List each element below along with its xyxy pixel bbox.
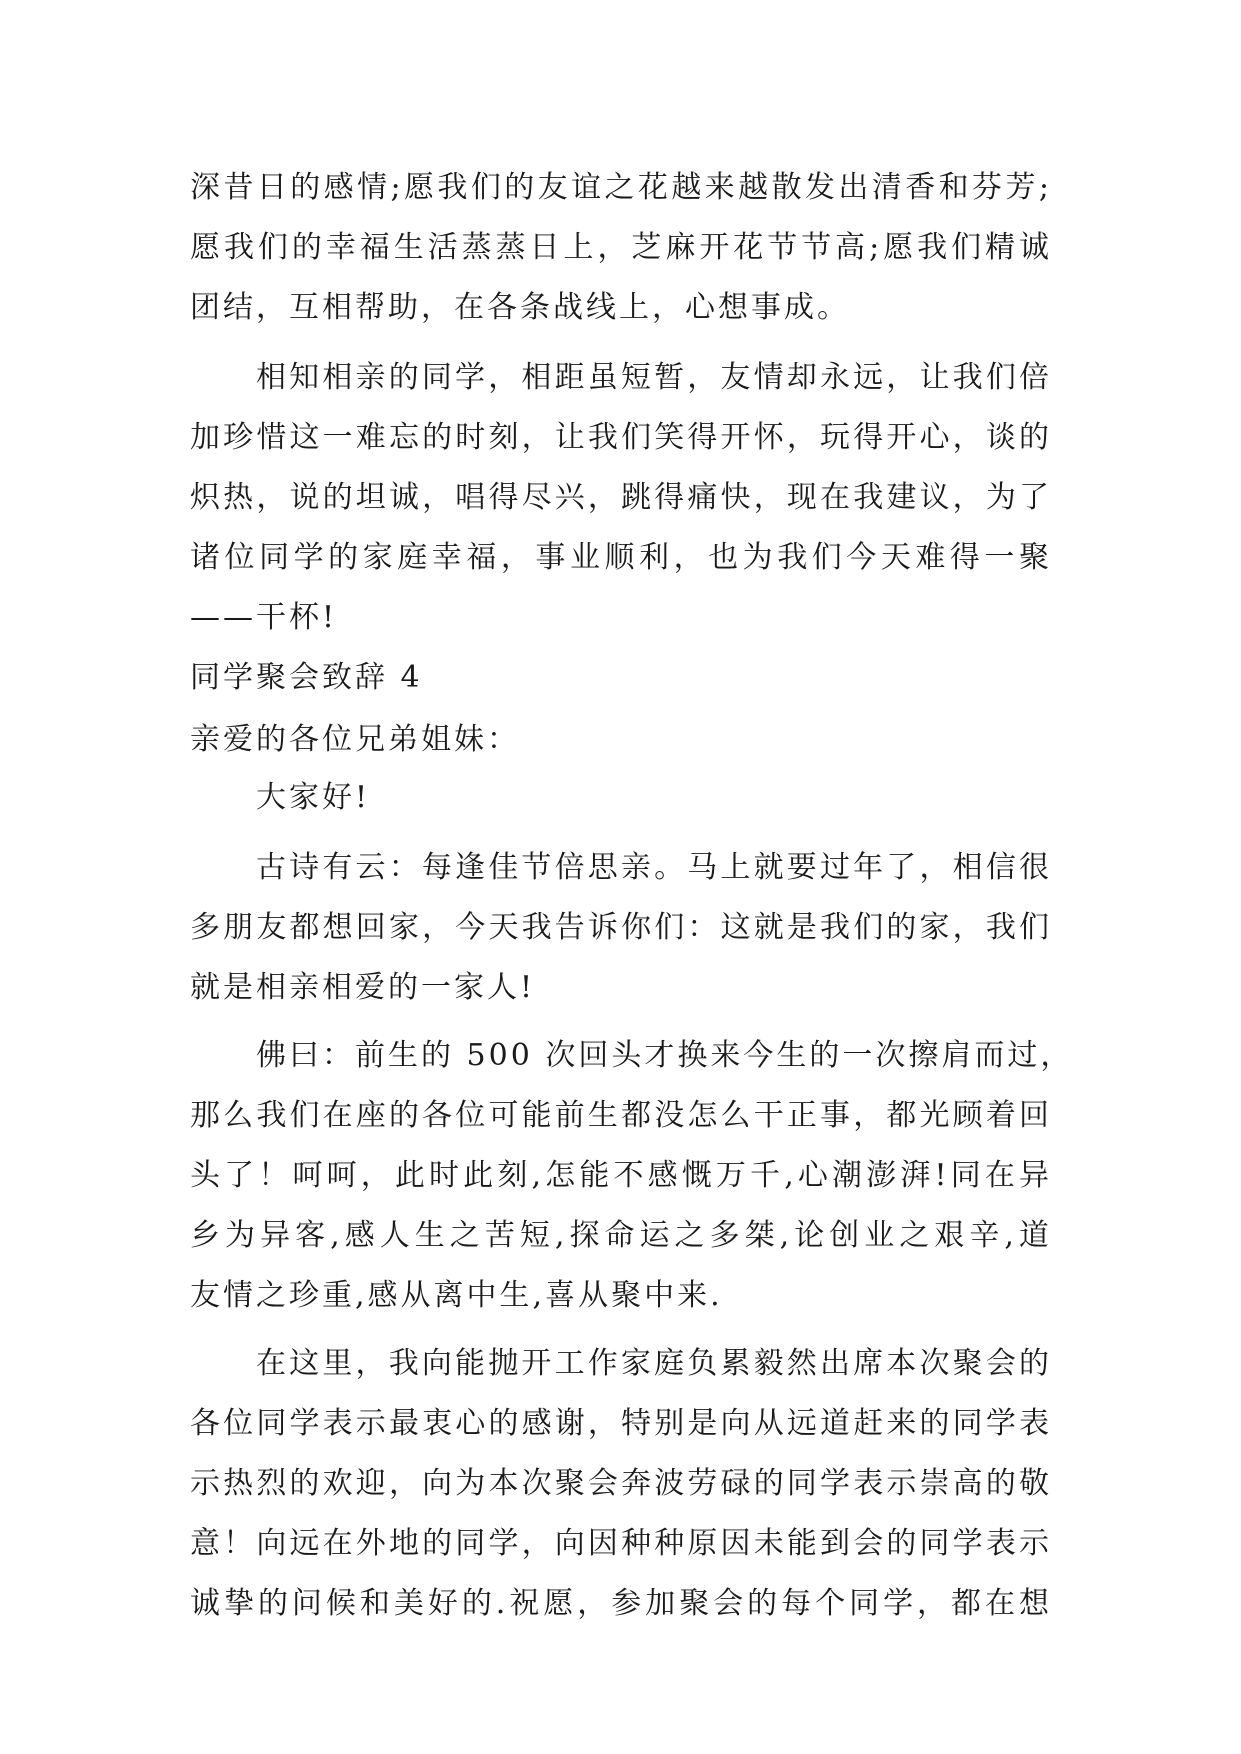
text-line: 各位同学表示最衷心的感谢，特别是向从远道赶来的同学表 bbox=[190, 1406, 1052, 1441]
text-line: ——干杯! bbox=[190, 600, 338, 635]
greeting: 大家好! bbox=[256, 780, 371, 815]
text-line: 那么我们在座的各位可能前生都没怎么干正事，都光顾着回 bbox=[190, 1098, 1052, 1133]
text-line: 乡为异客,感人生之苦短,探命运之多桀,论创业之艰辛,道 bbox=[190, 1218, 1052, 1253]
text-line: 意！向远在外地的同学，向因种种原因未能到会的同学表示 bbox=[190, 1526, 1052, 1561]
text-line: 愿我们的幸福生活蒸蒸日上，芝麻开花节节高;愿我们精诚 bbox=[190, 230, 1052, 265]
text-line: 头了！呵呵，此时此刻,怎能不感慨万千,心潮澎湃!同在异 bbox=[190, 1158, 1052, 1193]
text-line: 加珍惜这一难忘的时刻，让我们笑得开怀，玩得开心，谈的 bbox=[190, 420, 1052, 455]
text-line: 诚挚的问候和美好的.祝愿，参加聚会的每个同学，都在想 bbox=[190, 1586, 1052, 1621]
text-line: 多朋友都想回家，今天我告诉你们：这就是我们的家，我们 bbox=[190, 910, 1052, 945]
text-line: 炽热，说的坦诚，唱得尽兴，跳得痛快，现在我建议，为了 bbox=[190, 480, 1052, 515]
text-line: 相知相亲的同学，相距虽短暂，友情却永远，让我们倍 bbox=[256, 360, 1052, 395]
text-line: 诸位同学的家庭幸福，事业顺利，也为我们今天难得一聚 bbox=[190, 540, 1052, 575]
text-line: 团结，互相帮助，在各条战线上，心想事成。 bbox=[190, 290, 850, 325]
text-line: 古诗有云：每逢佳节倍思亲。马上就要过年了，相信很 bbox=[256, 850, 1052, 885]
text-line: 深昔日的感情;愿我们的友谊之花越来越散发出清香和芬芳; bbox=[190, 170, 1052, 205]
text-line: 在这里，我向能抛开工作家庭负累毅然出席本次聚会的 bbox=[256, 1346, 1052, 1381]
text-line: 就是相亲相爱的一家人! bbox=[190, 970, 536, 1005]
section-heading: 同学聚会致辞 4 bbox=[190, 660, 423, 695]
text-line: 友情之珍重,感从离中生,喜从聚中来. bbox=[190, 1278, 723, 1313]
salutation: 亲爱的各位兄弟姐妹： bbox=[190, 722, 520, 757]
text-line: 示热烈的欢迎，向为本次聚会奔波劳碌的同学表示崇高的敬 bbox=[190, 1466, 1052, 1501]
text-line: 佛曰：前生的 500 次回头才换来今生的一次擦肩而过， bbox=[256, 1038, 1074, 1073]
